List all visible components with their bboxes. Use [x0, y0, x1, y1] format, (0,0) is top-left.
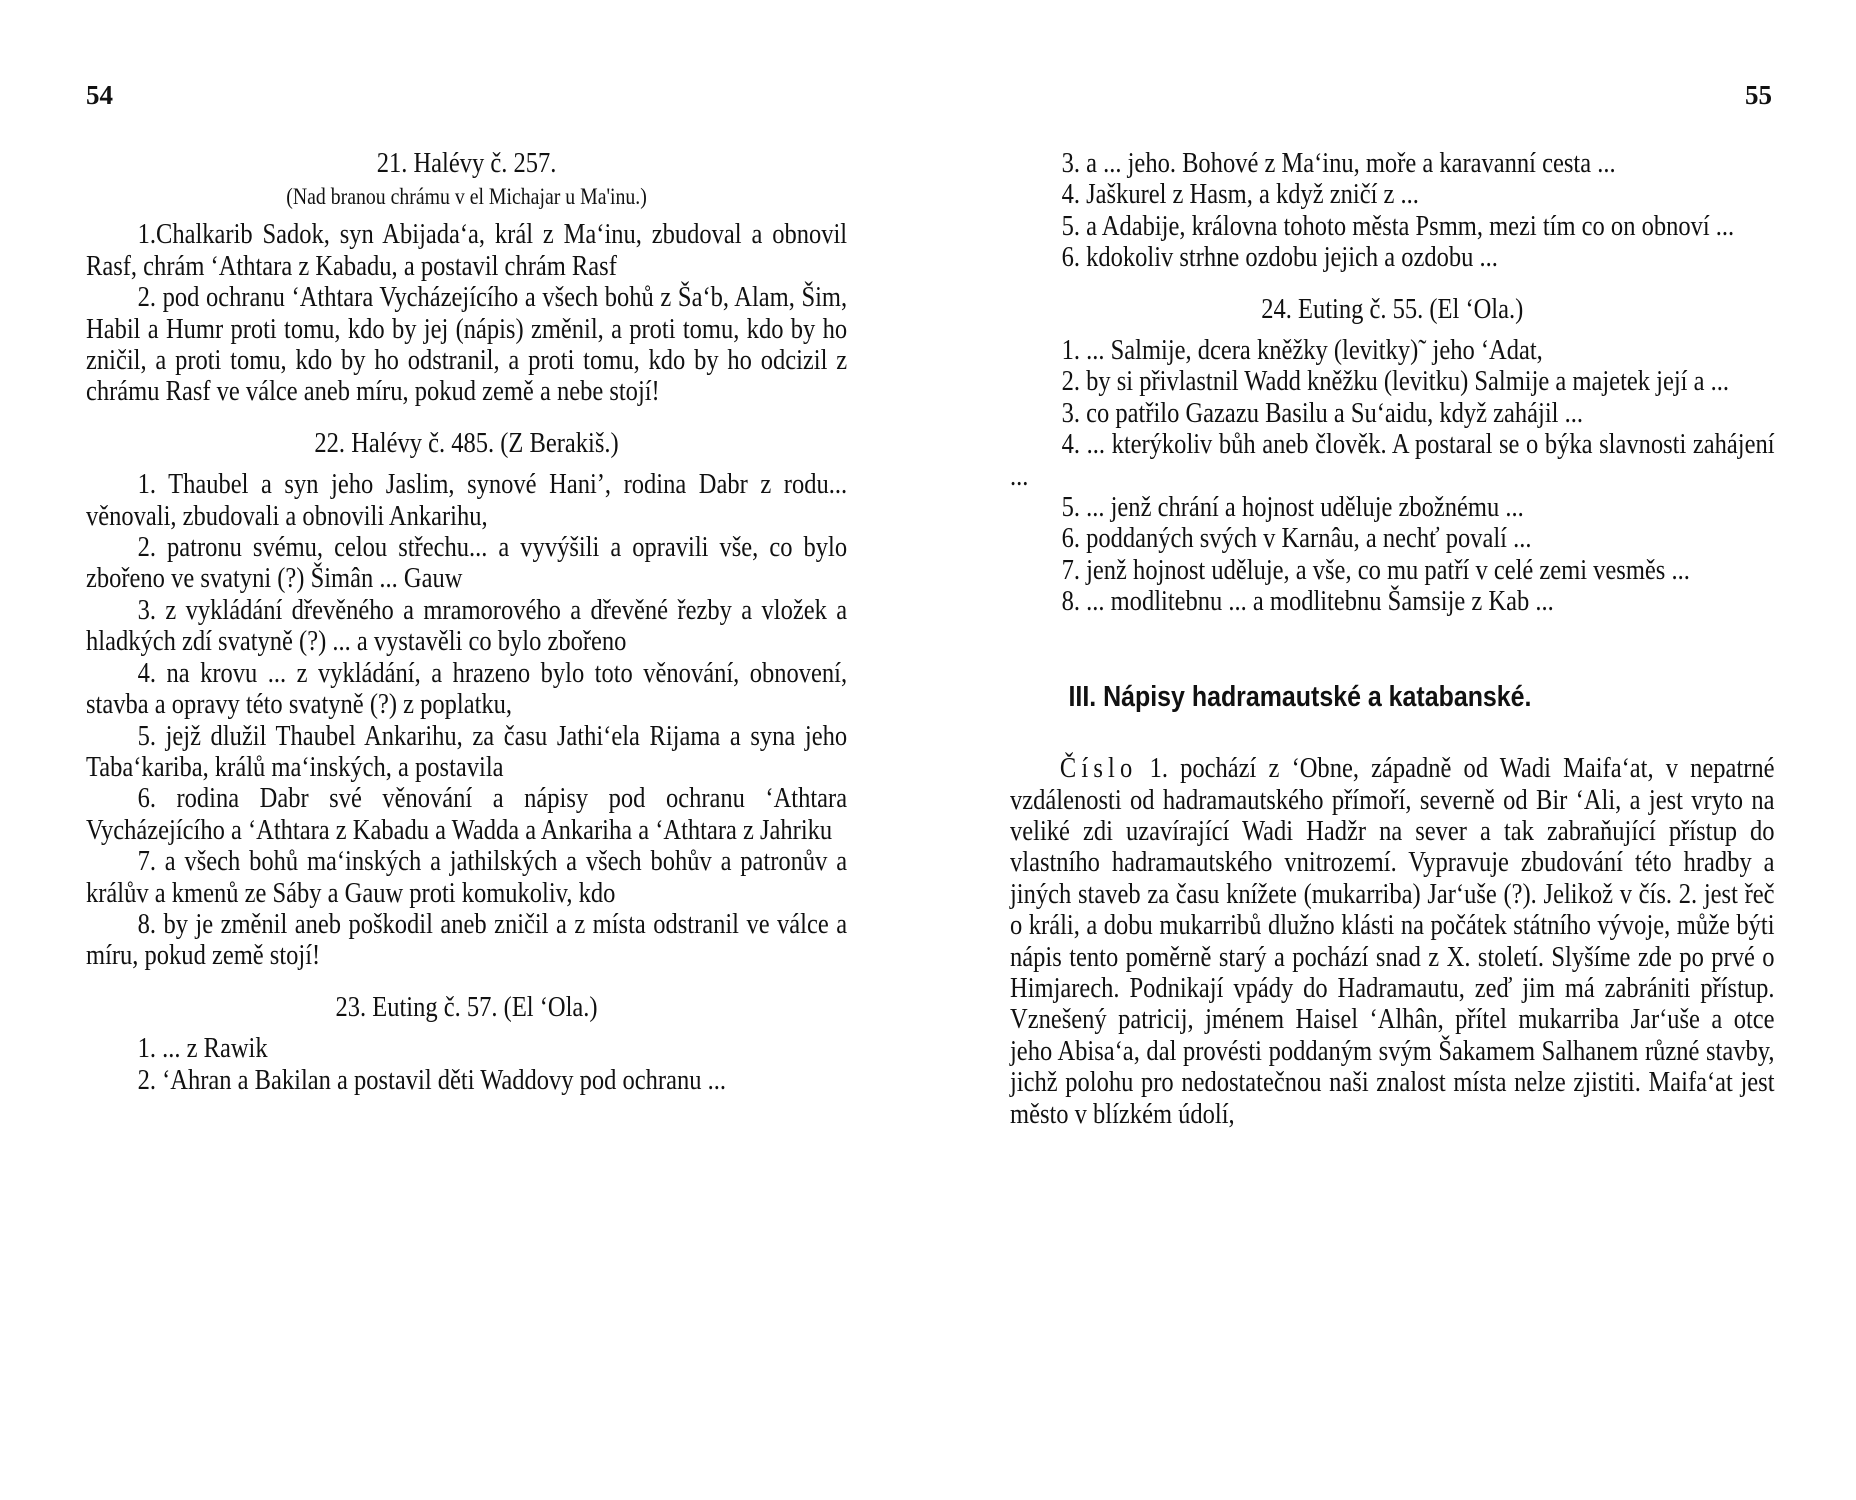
inscription-22-line-1: 1. Thaubel a syn jeho Jaslim, synové Hani’, rodina Dabr z rodu... věnovali, zbudovali a obnovili Ankarihu, — [86, 469, 848, 532]
inscription-24-line-5: 5. ... jenž chrání a hojnost uděluje zbožnému ... — [1061, 492, 1524, 524]
left-text-column — [86, 148, 847, 1096]
inscription-24-line-2: 2. by si přivlastnil Wadd kněžku (levitku) Salmije a majetek její a ... — [1061, 366, 1729, 398]
inscription-24-line-1: 1. ... Salmije, dcera kněžky (levitky)˜ jeho ‘Adat, — [1061, 335, 1543, 367]
inscription-22-heading: 22. Halévy č. 485. (Z Berakiš.) — [314, 427, 619, 459]
inscription-23-line-2: 2. ‘Ahran a Bakilan a postavil děti Waddovy pod ochranu ... — [137, 1064, 727, 1096]
inscription-23-line-4: 4. Jaškurel z Hasm, a když zničí z ... — [1061, 179, 1419, 211]
inscription-23-line-3: 3. a ... jeho. Bohové z Ma‘inu, moře a karavanní cesta ... — [1061, 148, 1616, 179]
inscription-23-heading: 23. Euting č. 57. (El ‘Ola.) — [335, 991, 598, 1023]
inscription-21-heading: 21. Halévy č. 257. — [376, 148, 557, 179]
inscription-22-line-7: 7. a všech bohů ma‘inských a jathilských a všech bohův a patronův a králův a kmenů ze Sáby a Gauw proti komukoliv, kdo — [86, 846, 848, 909]
page-number-left: 54 — [86, 80, 113, 110]
inscription-21-line-2: 2. pod ochranu ‘Athtara Vycházejícího a všech bohů z Ša‘b, Alam, Šim, Habil a Humr proti tomu, kdo by jej (nápis) změnil, a proti tomu, kdo by ho zničil, a proti tomu, kdo by ho odstranil, a proti tomu, kdo by ho odcizil z chrámu Rasf ve válce aneb míru, pokud země a nebe stojí! — [86, 282, 848, 408]
inscription-24-line-4: 4. ... kterýkoliv bůh aneb člověk. A postaral se o býka slavnosti zahájení ... — [1010, 429, 1775, 492]
inscription-22-line-2: 2. patronu svému, celou střechu... a vyvýšili a opravili vše, co bylo zbořeno ve svatyni (?) Šimân ... Gauw — [86, 532, 848, 595]
inscription-23-line-1: 1. ... z Rawik — [137, 1033, 268, 1065]
inscription-24-line-6: 6. poddaných svých v Karnâu, a nechť povalí ... — [1061, 523, 1532, 555]
inscription-23-line-6: 6. kdokoliv strhne ozdobu jejich a ozdobu ... — [1061, 242, 1498, 274]
inscription-22-line-3: 3. z vykládání dřevěného a mramorového a dřevěné řezby a vložek a hladkých zdí svatyně (?) ... a vystavěli co bylo zbořeno — [86, 594, 848, 658]
inscription-23-line-5: 5. a Adabije, královna tohoto města Psmm, mezi tím co on obnoví ... — [1061, 210, 1735, 242]
inscription-21-line-1: 1.Chalkarib Sadok, syn Abijada‘a, král z Ma‘inu, zbudoval a obnovil Rasf, chrám ‘Athtara z Kabadu, a postavil chrám Rasf — [86, 219, 848, 282]
inscription-22-line-5: 5. jejž dlužil Thaubel Ankarihu, za času Jathi‘ela Rijama a syna jeho Taba‘kariba, králů ma‘inských, a postavila — [86, 720, 848, 783]
inscription-24-line-7: 7. jenž hojnost uděluje, a vše, co mu patří v celé zemi vesměs ... — [1061, 554, 1690, 586]
inscription-22-line-4: 4. na krovu ... z vykládání, a hrazeno bylo toto věnování, obnovení, stavba a opravy této svatyně (?) z poplatku, — [86, 657, 848, 721]
section-paragraph — [1010, 753, 1775, 1130]
inscription-22-line-8: 8. by je změnil aneb poškodil aneb zničil a z místa odstranil ve válce a míru, pokud země stojí! — [86, 908, 848, 972]
page-number-right: 55 — [1745, 80, 1772, 110]
inscription-21-subheading: (Nad branou chrámu v el Michajar u Ma'inu.) — [286, 184, 647, 210]
section-lead-word: Číslo — [1059, 753, 1138, 785]
section-title: III. Nápisy hadramautské a katabanské. — [1068, 680, 1532, 713]
section-paragraph-text: 1. pochází z ‘Obne, západně od Wadi Maifa‘at, v nepatrné vzdálenosti od hadramautského přímoří, severně od Bir ‘Ali, a jest vryto na veliké zdi uzavírající Wadi Hadžr na sever a tak zabraňující přístup do vlastního hadramautského vnitrozemí. Vypravuje zbudování této hradby a jiných staveb za času knížete (mukarriba) Jar‘uše (?). Jelikož v čís. 2. jest řeč o králi, a dobu mukarribů dlužno klásti na počátek státního vývoje, může býti nápis tento poměrně starý a pochází snad z X. století. Slyšíme zde po prvé o Himjarech. Podnikají vpády do Hadramautu, zeď jim má zabrániti přístup. Vznešený patricij, jménem Haisel ‘Alhân, přítel mukarriba Jar‘uše a otce jeho Abisa‘a, dal provésti poddaným svým Šakamem Salhanem různé stavby, jichž polohu pro nedostatečnou naši znalost místa nelze zjistiti. Maifa‘at jest město v blízkém údolí, — [1010, 753, 1775, 1130]
inscription-24-line-3: 3. co patřilo Gazazu Basilu a Su‘aidu, když zahájil ... — [1061, 397, 1583, 429]
inscription-24-line-8: 8. ... modlitebnu ... a modlitebnu Šamsije z Kab ... — [1061, 586, 1554, 618]
right-text-column — [1010, 148, 1775, 1130]
inscription-22-line-6: 6. rodina Dabr své věnování a nápisy pod ochranu ‘Athtara Vycházejícího a ‘Athtara z Kabadu a Wadda a Ankariha a ‘Athtara z Jahriku — [86, 783, 848, 846]
inscription-24-heading: 24. Euting č. 55. (El ‘Ola.) — [1261, 293, 1524, 325]
